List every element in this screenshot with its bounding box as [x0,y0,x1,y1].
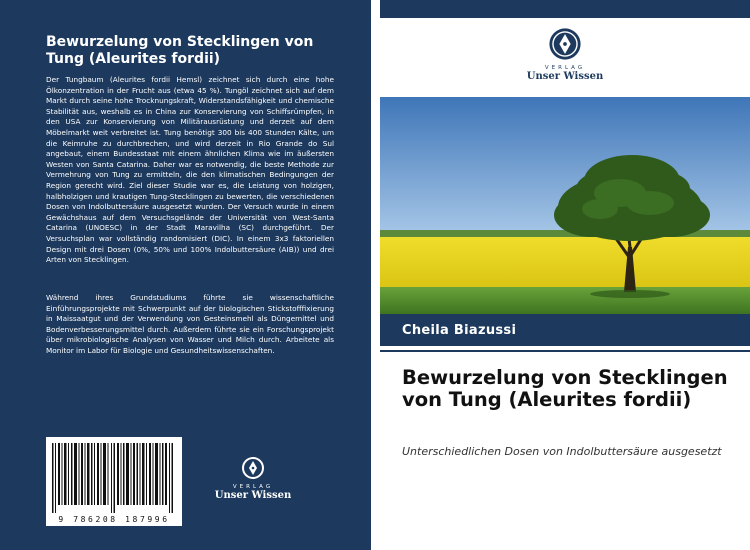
author-bar [380,314,750,346]
front-cover-title: Bewurzelung von Stecklingen von Tung (Aleurites fordii) [402,366,728,411]
back-cover-title: Bewurzelung von Stecklingen von Tung (Aleurites fordii) [46,34,314,67]
author-bio-text: Während ihres Grundstudiums führte sie wissenschaftliche Einführungsprojekte mit Schwerpunkt auf der biologischen Stickstofffixierung in Maissaatgut und der Verwendung von Gesteinsmehl als Düngemittel und Bodenverbesserungsmittel durch. Außerdem führte sie ein Forschungsprojekt über mikrobiologische Analysen von Wasser und Milch durch. Arbeitete als Monitor im Labor für Biologie und Gesundheitswissenschaften. [46,293,334,355]
spine [371,0,380,550]
barcode-bars [50,443,178,513]
pen-nib-icon [548,27,582,61]
logo-verlag-text: VERLAG [544,65,586,71]
top-band [380,0,750,18]
barcode [46,437,182,526]
cover-photo-tree-in-field [380,97,750,314]
publisher-logo-front [520,27,610,82]
front-cover-subtitle: Unterschiedlichen Dosen von Indolbuttersäure ausgesetzt [402,445,722,458]
back-cover [0,0,371,550]
isbn-number: 9 786208 187996 [58,515,170,524]
abstract-text: Der Tungbaum (Aleurites fordii Hemsl) zeichnet sich durch eine hohe Ölkonzentration in der Frucht aus (etwa 45 %). Tungöl zeichnet sich auf dem Markt durch seine hohe Trocknungskraft, Widerstandsfähigkeit und chemische Stabilität aus, weshalb es in China zur Konservierung von Schiffsrümpfen, in den USA zur Konservierung von Militärausrüstung und derzeit auf dem Möbelmarkt weit verbreitet ist. Tung benötigt 300 bis 400 Stunden Kälte, um die Keimruhe zu durchbrechen, und wird derzeit in Rio Grande do Sul angebaut, einem Bundesstaat mit einem ähnlichen Klima wie im äußersten Westen von Santa Catarina. Daher war es notwendig, die beste Methode zur Vermehrung von Tung zu ermitteln, die den klimatischen Bedingungen der Region gerecht wird. Ziel dieser Studie war es, die Leistung von holzigen, halbholzigen und krautigen Tung-Stecklingen zu bewerten, die verschiedenen Dosen von Indolbuttersäure ausgesetzt wurden. Der Versuch wurde in einem Gewächshaus auf dem Versuchsgelände der Universität von West-Santa Catarina (UNOESC) in der Stadt Maravilha (SC) durchgeführt. Der Versuchsplan war vollständig randomisiert (DIC). In einem 3x3 faktoriellen Design mit drei Dosen (0%, 50% und 100% Indolbuttersäure (AIB)) und drei Arten von Stecklingen. [46,75,334,265]
logo-brand-text: Unser Wissen [526,71,604,82]
logo-verlag-text: VERLAG [232,484,274,490]
logo-brand-text: Unser Wissen [214,490,292,501]
pen-nib-icon [241,456,265,480]
divider-line [380,350,750,352]
publisher-logo-back [210,456,296,501]
author-name: Cheila Biazussi [402,323,517,338]
front-cover [380,0,750,550]
